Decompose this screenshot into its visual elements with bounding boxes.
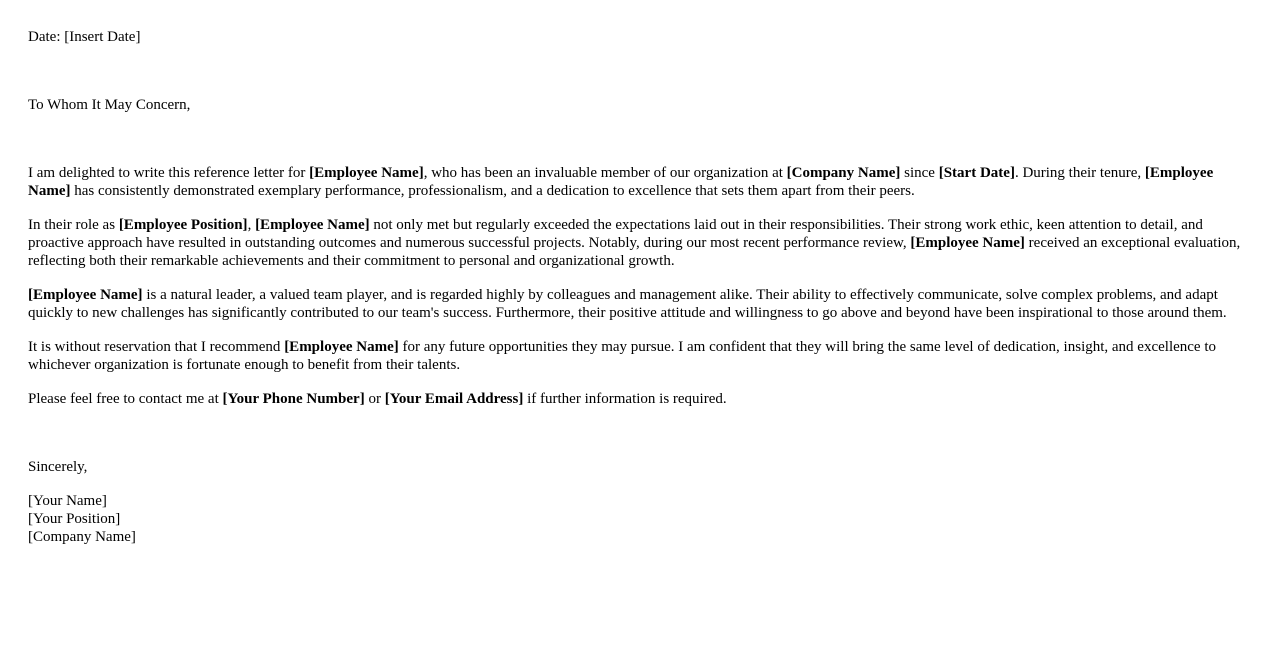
signature-position: [Your Position] <box>28 511 121 527</box>
employee-name-placeholder: [Employee Name] <box>28 287 143 303</box>
text-segment: not only met but regularly exceeded the expectations laid out in their responsibilities. Their strong work ethic, keen attention to detail, and proactive approach have resulted in outstanding outcomes and numerous successful projects. Notably, during our most recent performance review, <box>28 217 1203 251</box>
salutation: To Whom It May Concern, <box>28 97 191 113</box>
signature-block <box>28 492 1250 546</box>
text-segment: or <box>364 391 385 407</box>
paragraph-role <box>28 216 1250 270</box>
text-segment: since <box>900 165 939 181</box>
employee-name-placeholder: [Employee Name] <box>28 165 1214 199</box>
closing: Sincerely, <box>28 459 88 475</box>
paragraph-leadership <box>28 286 1250 322</box>
text-segment: , who has been an invaluable member of our organization at <box>423 165 787 181</box>
email-address-placeholder: [Your Email Address] <box>384 391 524 407</box>
text-segment: if further information is required. <box>523 391 727 407</box>
text-segment: , <box>247 217 256 233</box>
text-segment: for any future opportunities they may pursue. I am confident that they will bring the same level of dedication, insight, and excellence to whichever organization is fortunate enough to benefit from their talents. <box>28 339 1217 373</box>
paragraph-recommendation <box>28 338 1250 374</box>
text-segment: . During their tenure, <box>1014 165 1145 181</box>
start-date-placeholder: [Start Date] <box>938 165 1015 181</box>
employee-position-placeholder: [Employee Position] <box>118 217 248 233</box>
text-segment: I am delighted to write this reference letter for <box>28 165 310 181</box>
reference-letter <box>28 28 1250 546</box>
text-segment: It is without reservation that I recommend <box>28 339 285 355</box>
phone-number-placeholder: [Your Phone Number] <box>222 391 365 407</box>
employee-name-placeholder: [Employee Name] <box>910 235 1025 251</box>
signature-company: [Company Name] <box>28 529 136 545</box>
text-segment: is a natural leader, a valued team player, and is regarded highly by colleagues and management alike. Their ability to effectively communicate, solve complex problems, and adapt quickly to new challenges has significantly contributed to our team's success. Furthermore, their positive attitude and willingness to go above and beyond have been inspirational to those around them. <box>28 287 1227 321</box>
signature-name: [Your Name] <box>28 493 107 509</box>
text-segment: received an exceptional evaluation, reflecting both their remarkable achievements and their commitment to personal and organizational growth. <box>28 235 1241 269</box>
text-segment: In their role as <box>28 217 119 233</box>
employee-name-placeholder: [Employee Name] <box>284 339 399 355</box>
employee-name-placeholder: [Employee Name] <box>309 165 424 181</box>
company-name-placeholder: [Company Name] <box>786 165 901 181</box>
date-line: Date: [Insert Date] <box>28 29 141 45</box>
paragraph-contact <box>28 390 1250 408</box>
paragraph-introduction <box>28 164 1250 200</box>
employee-name-placeholder: [Employee Name] <box>255 217 370 233</box>
text-segment: Please feel free to contact me at <box>28 391 223 407</box>
text-segment: has consistently demonstrated exemplary performance, professionalism, and a dedication to excellence that sets them apart from their peers. <box>70 183 915 199</box>
